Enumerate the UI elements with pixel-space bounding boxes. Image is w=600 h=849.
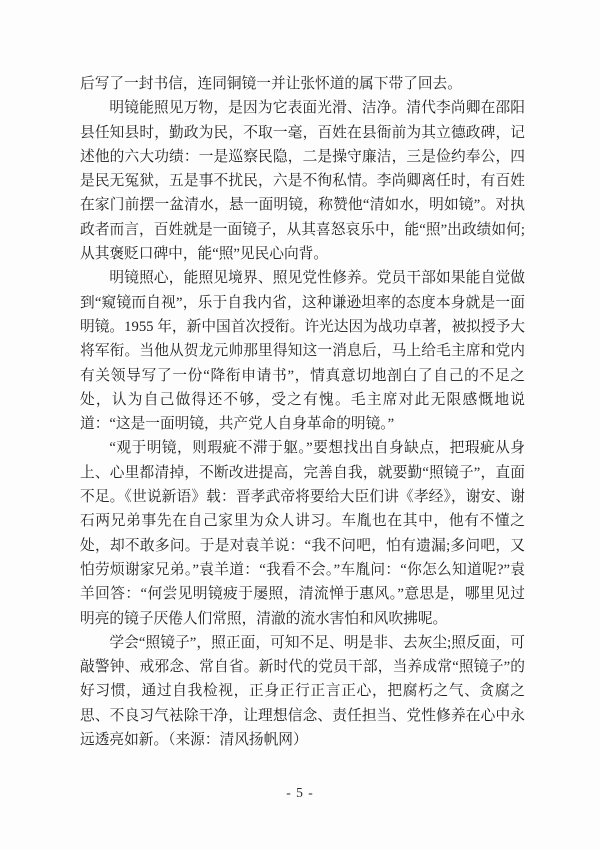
paragraph: 后写了一封书信，连同铜镜一并让张怀道的属下带了回去。 <box>80 76 462 92</box>
page-number: - 5 - <box>286 785 314 800</box>
paragraph: “观于明镜，则瑕疵不滞于躯。”要想找出自身缺点，把瑕疵从身上、心里都清掉，不断改进提高，完善自我，就要勤“照镜子”，直面不足。《世说新语》载：晋孝武帝将要给大臣们讲《孝经》，谢安、谢石两兄弟事先在自己家里为众人讲习。车胤也在其中，他有不懂之处，却不敢多问。于是对袁羊说：“我不问吧，怕有遗漏;多问吧，又怕劳烦谢家兄弟。”袁羊道：“我看不会。”车胤问：“你怎么知道呢?”袁羊回答：“何尝见明镜疲于屡照，清流惮于惠风。”意思是，哪里见过明亮的镜子厌倦人们常照，清澈的流水害怕和风吹拂呢。 <box>80 440 525 627</box>
document-body <box>80 72 525 752</box>
paragraph: 明镜照心，能照见境界、照见党性修养。党员干部如果能自觉做到“窥镜而自视”，乐于自我内省，这种谦逊坦率的态度本身就是一面明镜。1955 年，新中国首次授衔。许光达因为战功卓著，被拟授予大将军衔。当他从贺龙元帅那里得知这一消息后，马上给毛主席和党内有关领导写了一份“降衔申请书”，情真意切地剖白了自己的不足之处，认为自己做得还不够，受之有愧。毛主席对此无限感慨地说道：“这是一面明镜，共产党人自身革命的明镜。” <box>80 270 525 433</box>
paragraph: 学会“照镜子”，照正面，可知不足、明是非、去灰尘;照反面，可敲警钟、戒邪念、常自省。新时代的党员干部，当养成常“照镜子”的好习惯，通过自我检视，正身正行正言正心，把腐朽之气、贪腐之思、不良习气袪除干净，让理想信念、责任担当、党性修养在心中永远透亮如新。（来源：清风扬帆网） <box>80 634 525 749</box>
paragraph: 明镜能照见万物，是因为它表面光滑、洁净。清代李尚卿在邵阳县任知县时，勤政为民，不取一毫，百姓在县衙前为其立德政碑，记述他的六大功绩：一是巡察民隐，二是操守廉洁，三是俭约奉公，四是民无冤狱，五是事不扰民，六是不徇私情。李尚卿离任时，有百姓在家门前摆一盆清水，悬一面明镜，称赞他“清如水，明如镜”。对执政者而言，百姓就是一面镜子，从其喜怒哀乐中，能“照”出政绩如何;从其褒贬口碑中，能“照”见民心向背。 <box>80 100 525 263</box>
